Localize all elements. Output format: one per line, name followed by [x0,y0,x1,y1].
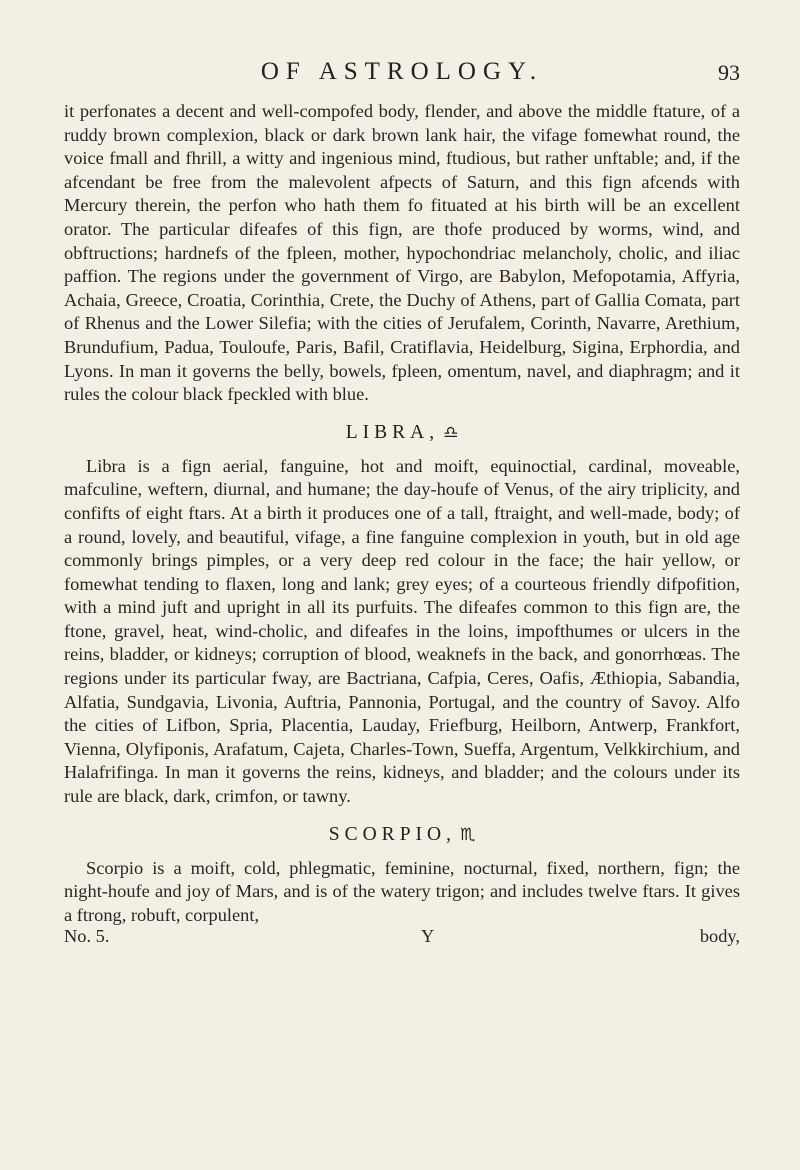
scorpio-glyph-icon: ♏ [460,824,476,845]
page-number: 93 [718,60,740,85]
scorpio-paragraph: Scorpio is a moift, cold, phlegmatic, feminine, nocturnal, fixed, northern, fign; the night-houfe and joy of Mars, and is of the watery trigon; and includes twelve ftars. It gives a ftrong, robuft, corpulent, [64,857,740,925]
catchword: body, [699,926,740,947]
signature-mark: Y [421,926,435,947]
libra-paragraph: Libra is a fign aerial, fanguine, hot and moift, equinoctial, cardinal, moveable, mafculine, weftern, diurnal, and humane; the day-houfe of Venus, of the airy triplicity, and confifts of eight ftars. At a birth it produces one of a tall, ftraight, and well-made, body; of a round, lovely, and beautiful, vifage, a fine fanguine complexion in youth, but in old age commonly brings pimples, or a very deep red colour in the face; the hair yellow, or fomewhat tending to flaxen, long and lank; grey eyes; of a courteous friendly difpofition, with a mind juft and upright in all its purfuits. The difeafes common to this fign are, the ftone, gravel, heat, wind-cholic, and difeafes in the loins, impofthumes or ulcers in the reins, bladder, or kidneys; corruption of blood, weaknefs in the back, and gonorrhœas. The regions under its particular fway, are Bactriana, Cafpia, Ceres, Oafis, Æthiopia, Sabandia, Alfatia, Sundgavia, Livonia, Auftria, Pannonia, Portugal, and the country of Savoy. Alfo the cities of Lifbon, Spria, Placentia, Lauday, Friefburg, Heilborn, Antwerp, Frankfort, Vienna, Olyfiponis, Arafatum, Cajeta, Charles-Town, Sueffa, Argentum, Velkkirchium, and Halafrifinga. In man it governs the reins, kidneys, and bladder; and the colours under its rule are black, dark, crimfon, or tawny. [64,455,740,807]
libra-glyph-icon: ♎ [443,422,459,443]
number-mark: No. 5. [64,926,110,947]
running-head [64,52,740,92]
virgo-continuation-paragraph: it perfonates a decent and well-compofed body, flender, and above the middle ftature, of a ruddy brown complexion, black or dark brown lank hair, the vifage fomewhat round, the voice fmall and fhrill, a witty and ingenious mind, ftudious, but rather unftable; and, if the afcendant be free from the malevolent afpects of Saturn, and this fign afcends with Mercury therein, the perfon who hath them fo fituated at his birth will be an excellent orator. The particular difeafes of this fign, are thofe produced by worms, wind, and obftructions; hardnefs of the fpleen, mother, hypochondriac melancholy, cholic, and iliac paffion. The regions under the government of Virgo, are Babylon, Mefopotamia, Affyria, Achaia, Greece, Croatia, Corinthia, Crete, the Duchy of Athens, part of Gallia Comata, part of Rhenus and the Lower Silefia; with the cities of Jerufalem, Corinth, Navarre, Arethium, Brundufium, Padua, Touloufe, Paris, Bafil, Cratiflavia, Heidelburg, Sigina, Erphordia, and Lyons. In man it governs the belly, bowels, fpleen, omentum, navel, and diaphragm; and it rules the colour black fpeckled with blue. [64,101,740,405]
libra-heading [64,422,740,444]
page-footer [64,926,740,950]
running-title: OF ASTROLOGY. [260,58,544,85]
scorpio-heading [64,824,740,846]
scorpio-heading-text: SCORPIO, [328,823,456,845]
libra-heading-text: LIBRA, [345,421,440,443]
